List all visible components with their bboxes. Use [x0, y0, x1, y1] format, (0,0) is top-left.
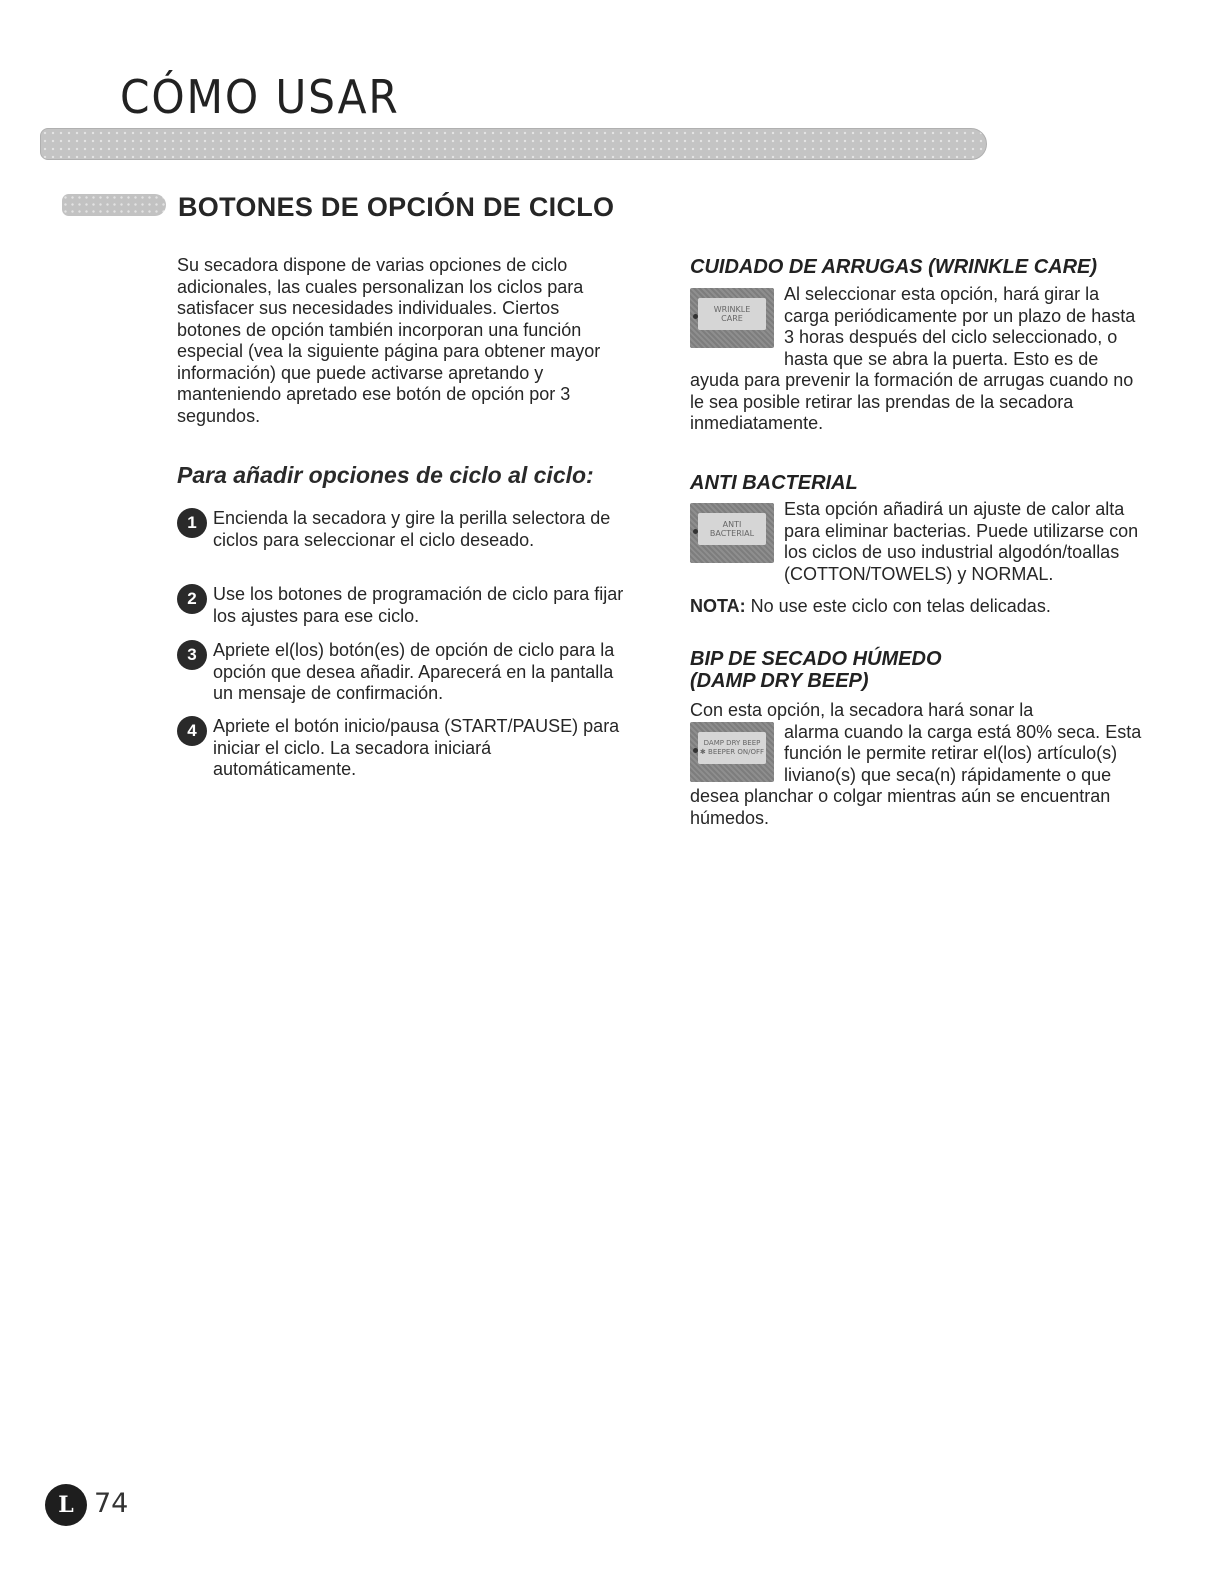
anti-bacterial-text: Esta opción añadirá un ajuste de calor alta para eliminar bacterias. Puede utilizarse con los ciclos de uso industrial algodón/toallas (COTTON/TOWELS) y NORMAL.	[784, 499, 1139, 584]
damp-dry-beep-button-image	[690, 722, 774, 782]
page-title: CÓMO USAR	[120, 70, 400, 124]
step-item	[177, 640, 627, 705]
button-label: WRINKLE	[713, 305, 751, 314]
anti-bacterial-button-image	[690, 503, 774, 563]
step-item	[177, 584, 627, 627]
section-title: BOTONES DE OPCIÓN DE CICLO	[178, 192, 615, 222]
step-text: Apriete el botón inicio/pausa (START/PAUSE) para iniciar el ciclo. La secadora iniciará automáticamente.	[213, 716, 620, 779]
step-number-badge: 2	[177, 584, 207, 614]
button-label: DAMP DRY BEEP	[703, 738, 761, 747]
wrinkle-care-text: Al seleccionar esta opción, hará girar la carga periódicamente por un plazo de hasta 3 horas después del ciclo seleccionado, o hasta que se abra la puerta. Esto es de ayuda para prevenir la formación de arrugas cuando no le sea posible retirar las prendas de la secadora inmediatamente.	[690, 284, 1136, 433]
intro-paragraph: Su secadora dispone de varias opciones de ciclo adicionales, las cuales personalizan los ciclos para satisfacer sus necesidades individuales. Ciertos botones de opción también incorporan una función especial (vea la siguiente página para obtener mayor información) que puede activarse apretando y manteniendo apretado ese botón de opción por 3 segundos.	[177, 255, 601, 426]
step-text: Encienda la secadora y gire la perilla selectora de ciclos para seleccionar el ciclo deseado.	[213, 508, 611, 550]
steps-heading: Para añadir opciones de ciclo al ciclo:	[177, 462, 594, 488]
step-text: Use los botones de programación de ciclo para fijar los ajustes para ese ciclo.	[213, 584, 624, 626]
page-number: 74	[94, 1488, 129, 1519]
damp-dry-beep-lead: Con esta opción, la secadora hará sonar la	[690, 700, 1034, 720]
step-text: Apriete el(los) botón(es) de opción de ciclo para la opción que desea añadir. Aparecerá en la pantalla un mensaje de confirmación.	[213, 640, 615, 703]
step-number-badge: 4	[177, 716, 207, 746]
damp-dry-beep-text: alarma cuando la carga está 80% seca. Esta función le permite retirar el(los) artículo(s) liviano(s) que seca(n) rápidamente o que desea planchar o colgar mientras aún se encuentran húmedos.	[690, 721, 1142, 828]
wrinkle-care-section	[690, 284, 1145, 435]
anti-bacterial-section	[690, 499, 1145, 585]
nota	[690, 596, 1145, 618]
title-decor-bar	[40, 128, 987, 160]
button-label: CARE	[721, 314, 743, 323]
nota-text: No use este ciclo con telas delicadas.	[745, 596, 1051, 616]
heading-line: BIP DE SECADO HÚMEDO	[690, 648, 942, 670]
wrinkle-care-button-image	[690, 288, 774, 348]
damp-dry-beep-section	[690, 700, 1145, 829]
button-label: BACTERIAL	[709, 529, 755, 538]
step-item	[177, 508, 627, 551]
anti-bacterial-heading: ANTI BACTERIAL	[690, 472, 858, 494]
step-number-badge: 3	[177, 640, 207, 670]
button-label: ANTI	[722, 520, 742, 529]
heading-line: (DAMP DRY BEEP)	[690, 670, 869, 692]
step-number-badge: 1	[177, 508, 207, 538]
lg-logo: L	[45, 1484, 87, 1526]
nota-label: NOTA:	[690, 596, 746, 616]
damp-dry-beep-heading	[690, 648, 942, 692]
step-item	[177, 716, 627, 781]
button-label: ✱ BEEPER ON/OFF	[699, 747, 765, 756]
section-decor-pill	[62, 194, 166, 216]
wrinkle-care-heading: CUIDADO DE ARRUGAS (WRINKLE CARE)	[690, 256, 1098, 278]
